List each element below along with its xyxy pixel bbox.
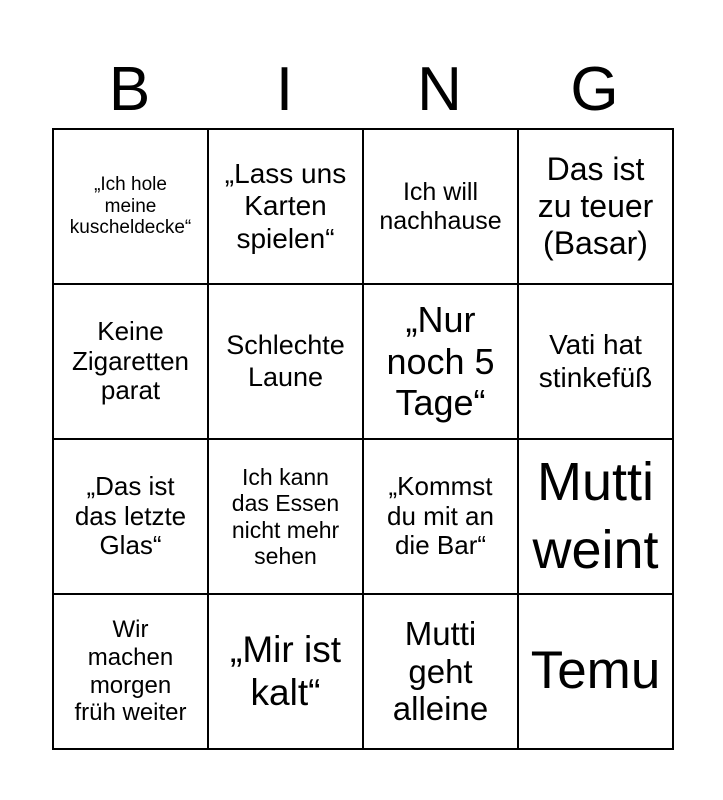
bingo-cell: Mutti weint xyxy=(518,439,673,594)
bingo-cell: „Kommst du mit an die Bar“ xyxy=(363,439,518,594)
bingo-cell: „Nur noch 5 Tage“ xyxy=(363,284,518,439)
bingo-cell: „Mir ist kalt“ xyxy=(208,594,363,749)
bingo-cell: Ich will nachhause xyxy=(363,129,518,284)
bingo-row xyxy=(53,439,673,594)
bingo-cell: Vati hat stinkefüß xyxy=(518,284,673,439)
header-letter-g: G xyxy=(570,55,619,124)
bingo-row xyxy=(53,129,673,284)
header-letter-i: I xyxy=(275,55,294,124)
bingo-cell: Schlechte Laune xyxy=(208,284,363,439)
bingo-cell: Wir machen morgen früh weiter xyxy=(53,594,208,749)
bingo-cell: „Ich hole meine kuscheldecke“ xyxy=(53,129,208,284)
bingo-grid xyxy=(52,128,674,750)
bingo-cell: Temu xyxy=(518,594,673,749)
bingo-row xyxy=(53,284,673,439)
header-letter-b: B xyxy=(108,55,151,124)
bingo-cell: Das ist zu teuer (Basar) xyxy=(518,129,673,284)
bingo-cell: Ich kann das Essen nicht mehr sehen xyxy=(208,439,363,594)
bingo-cell: „Lass uns Karten spielen“ xyxy=(208,129,363,284)
header-letter-n: N xyxy=(417,55,462,124)
bingo-cell: „Das ist das letzte Glas“ xyxy=(53,439,208,594)
bingo-header xyxy=(52,52,672,128)
bingo-row xyxy=(53,594,673,749)
bingo-cell: Mutti geht alleine xyxy=(363,594,518,749)
bingo-cell: Keine Zigaretten parat xyxy=(53,284,208,439)
